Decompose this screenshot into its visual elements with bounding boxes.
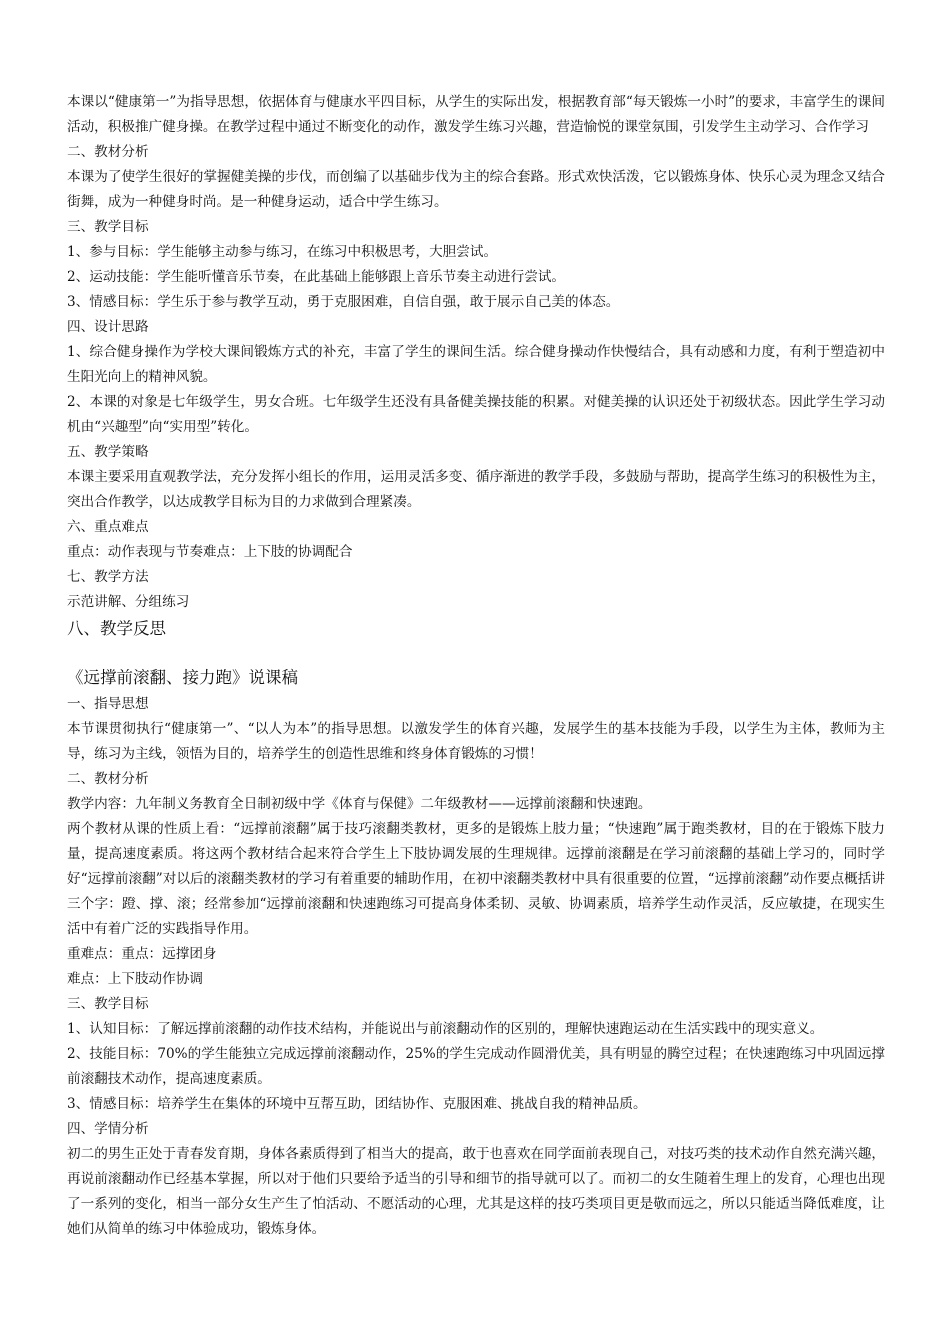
section-heading: 四、学情分析 — [67, 1121, 149, 1137]
goal-item: 2、运动技能：学生能听懂音乐节奏，在此基础上能够跟上音乐节奏主动进行尝试。 — [67, 269, 566, 285]
section-heading: 四、设计思路 — [67, 319, 149, 335]
paragraph: 重难点：重点：远撑团身 — [67, 946, 217, 962]
document-title: 《远撑前滚翻、接力跑》说课稿 — [67, 668, 298, 687]
section-heading: 二、教材分析 — [67, 144, 149, 160]
design-item: 1、综合健身操作为学校大课间锻炼方式的补充，丰富了学生的课间生活。综合健身操动作快慢结合，具有动感和力度，有利于塑造初中生阳光向上的精神风貌。 — [67, 344, 885, 385]
section-heading: 三、教学目标 — [67, 996, 149, 1012]
design-item: 2、本课的对象是七年级学生，男女合班。七年级学生还没有具备健美操技能的积累。对健美操的认识还处于初级状态。因此学生学习动机由“兴趣型”向“实用型”转化。 — [67, 394, 885, 435]
section-heading: 五、教学策略 — [67, 444, 149, 460]
paragraph: 两个教材从课的性质上看：“远撑前滚翻”属于技巧滚翻类教材，更多的是锻炼上肢力量；“快速跑”属于跑类教材，目的在于锻炼下肢力量，提高速度素质。将这两个教材结合起来符合学生上下肢协调发展的生理规律。远撑前滚翻是在学习前滚翻的基础上学习的，同时学好“远撑前滚翻”对以后的滚翻类教材的学习有着重要的辅助作用，在初中滚翻类教材中具有很重要的位置，“远撑前滚翻”动作要点概括讲三个字：蹬、撑、滚；经常参加“远撑前滚翻和快速跑练习可提高身体柔韧、灵敏、协调素质，培养学生动作灵活，反应敏捷，在现实生活中有着广泛的实践指导作用。 — [67, 821, 885, 937]
goal-item: 1、参与目标：学生能够主动参与练习，在练习中积极思考，大胆尝试。 — [67, 244, 498, 260]
paragraph: 初二的男生正处于青春发育期，身体各素质得到了相当大的提高，敢于也喜欢在同学面前表现自己，对技巧类的技术动作自然充满兴趣，再说前滚翻动作已经基本掌握，所以对于他们只要给予适当的引导和细节的指导就可以了。而初二的女生随着生理上的发育，心理也出现了一系列的变化，相当一部分女生产生了怕活动、不愿活动的心理，尤其是这样的技巧类项目更是敬而远之，所以只能适当降低难度，让她们从简单的练习中体验成功，锻炼身体。 — [67, 1146, 885, 1237]
paragraph: 本课主要采用直观教学法，充分发挥小组长的作用，运用灵活多变、循序渐进的教学手段，多鼓励与帮助，提高学生练习的积极性为主，突出合作教学，以达成教学目标为目的力求做到合理紧凑。 — [67, 469, 885, 510]
section-heading: 一、指导思想 — [67, 696, 149, 712]
intro-paragraph: 本课以“健康第一”为指导思想，依据体育与健康水平四目标，从学生的实际出发，根据教育部“每天锻炼一小时”的要求，丰富学生的课间活动，积极推广健身操。在教学过程中通过不断变化的动作，激发学生练习兴趣，营造愉悦的课堂氛围，引发学生主动学习、合作学习 — [67, 94, 885, 135]
paragraph: 本节课贯彻执行“健康第一”、“以人为本”的指导思想。以激发学生的体育兴趣，发展学生的基本技能为手段，以学生为主体，教师为主导，练习为主线，领悟为目的，培养学生的创造性思维和终身体育锻炼的习惯！ — [67, 721, 885, 762]
goal-item: 3、情感目标：培养学生在集体的环境中互帮互助，团结协作、克服困难、挑战自我的精神品质。 — [67, 1096, 647, 1112]
section-heading: 八、教学反思 — [67, 619, 166, 638]
paragraph: 教学内容：九年制义务教育全日制初级中学《体育与保健》二年级教材——远撑前滚翻和快速跑。 — [67, 796, 652, 812]
goal-item: 1、认知目标：了解远撑前滚翻的动作技术结构，并能说出与前滚翻动作的区别的，理解快速跑运动在生活实践中的现实意义。 — [67, 1021, 824, 1037]
section-heading: 三、教学目标 — [67, 219, 149, 235]
section-heading: 六、重点难点 — [67, 519, 149, 535]
paragraph: 难点：上下肢动作协调 — [67, 971, 203, 987]
section-heading: 二、教材分析 — [67, 771, 149, 787]
goal-item: 3、情感目标：学生乐于参与教学互动，勇于克服困难，自信自强，敢于展示自己美的体态。 — [67, 294, 620, 310]
paragraph: 本课为了使学生很好的掌握健美操的步伐，而创编了以基础步伐为主的综合套路。形式欢快活泼，它以锻炼身体、快乐心灵为理念又结合街舞，成为一种健身时尚。是一种健身运动，适合中学生练习。 — [67, 169, 885, 210]
paragraph: 重点：动作表现与节奏难点：上下肢的协调配合 — [67, 544, 353, 560]
spacer — [67, 642, 885, 664]
document-page — [67, 90, 885, 1242]
goal-item: 2、技能目标：70%的学生能独立完成远撑前滚翻动作，25%的学生完成动作圆滑优美，具有明显的腾空过程；在快速跑练习中巩固远撑前滚翻技术动作，提高速度素质。 — [67, 1046, 885, 1087]
section-heading: 七、教学方法 — [67, 569, 149, 585]
paragraph: 示范讲解、分组练习 — [67, 594, 190, 610]
